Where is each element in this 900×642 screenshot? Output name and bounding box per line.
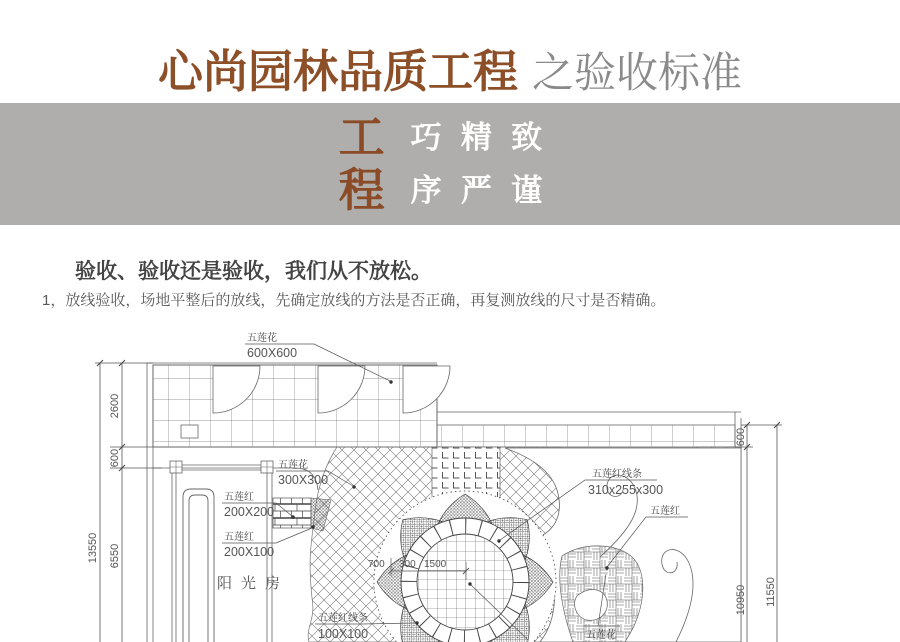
banner-vertical-word xyxy=(339,111,385,217)
svg-text:1500: 1500 xyxy=(424,559,447,570)
section-heading: 验收、验收还是验收，我们从不放松。 xyxy=(75,260,432,283)
svg-text:2600: 2600 xyxy=(109,393,121,419)
column-icon xyxy=(261,461,273,473)
dimension-chain-left xyxy=(87,360,162,642)
door-swing-icon xyxy=(403,366,450,413)
banner-slogan-lines xyxy=(411,111,562,217)
banner-char-bottom: 程 xyxy=(338,164,385,216)
svg-text:五莲红线条: 五莲红线条 xyxy=(592,469,642,480)
top-walkway-grid xyxy=(147,363,450,447)
svg-text:600X600: 600X600 xyxy=(247,346,298,360)
acceptance-item-1: 1，放线验收，场地平整后的放线，先确定放线的方法是否正确，再复测放线的尺寸是否精确。 xyxy=(42,292,666,309)
banner-line-top: 巧精致 xyxy=(410,120,562,155)
svg-text:11550: 11550 xyxy=(765,577,777,607)
column-icon xyxy=(170,461,182,473)
svg-text:五莲花: 五莲花 xyxy=(278,460,308,471)
svg-text:五莲红: 五莲红 xyxy=(650,506,680,517)
page-title: 心尚园林品质工程 xyxy=(157,46,518,97)
room-label: 阳光房 xyxy=(217,575,290,592)
svg-text:200X200: 200X200 xyxy=(224,505,275,519)
svg-text:300: 300 xyxy=(399,559,416,570)
svg-text:310x255x300: 310x255x300 xyxy=(588,483,664,497)
svg-text:五莲红: 五莲红 xyxy=(224,492,254,503)
svg-text:10950: 10950 xyxy=(735,584,747,616)
svg-text:6550: 6550 xyxy=(109,543,121,569)
page-header xyxy=(0,0,900,103)
svg-text:13550: 13550 xyxy=(87,532,99,564)
page-subtitle: 之验收标准 xyxy=(532,49,743,96)
cad-plan-drawing xyxy=(0,318,900,642)
svg-text:五莲花: 五莲花 xyxy=(247,333,277,344)
svg-text:五莲红: 五莲红 xyxy=(224,532,254,543)
svg-text:100X100: 100X100 xyxy=(318,627,369,641)
dimension-chain-right xyxy=(735,422,782,642)
svg-text:五莲花: 五莲花 xyxy=(586,630,616,641)
svg-text:五莲红线条: 五莲红线条 xyxy=(318,613,368,624)
left-wall xyxy=(147,363,153,642)
banner-line-bottom: 序严谨 xyxy=(410,173,562,208)
svg-text:600: 600 xyxy=(735,427,747,447)
svg-text:600: 600 xyxy=(109,448,121,468)
label-wulianhong-200x100 xyxy=(222,525,315,559)
basketweave-patch xyxy=(560,546,643,642)
banner-char-top: 工 xyxy=(338,111,385,163)
svg-text:200X100: 200X100 xyxy=(224,545,275,559)
slogan-banner xyxy=(0,103,900,225)
svg-text:300X300: 300X300 xyxy=(278,473,329,487)
svg-text:700: 700 xyxy=(368,559,385,570)
brick-strip xyxy=(273,498,331,531)
